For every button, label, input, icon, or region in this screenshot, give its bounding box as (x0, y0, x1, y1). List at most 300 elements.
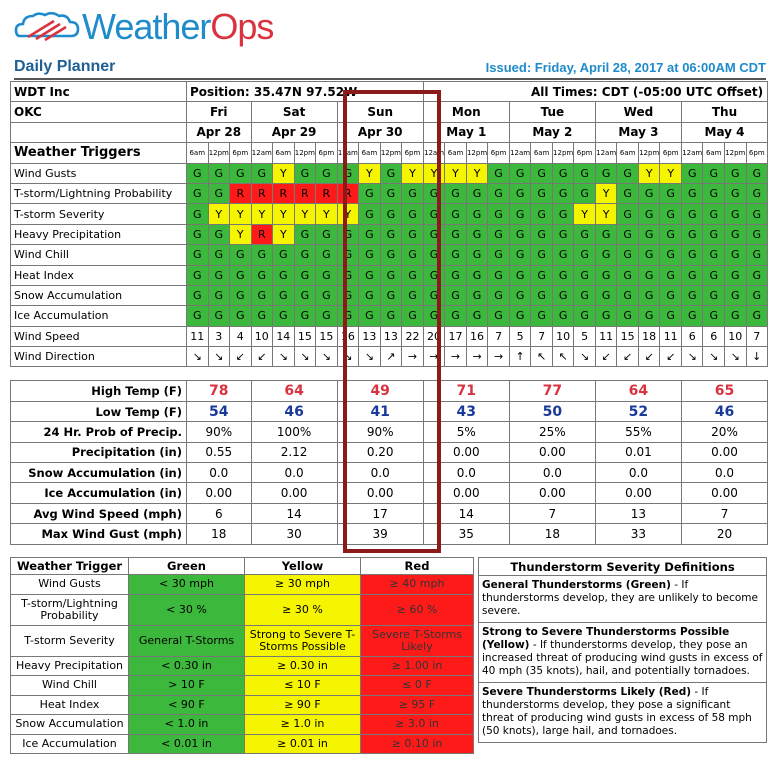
trigger-cell: G (208, 265, 230, 285)
legend-trigger-name: Heat Index (11, 695, 129, 715)
wind-speed-label: Wind Speed (11, 326, 187, 346)
severity-text: - If thunderstorms develop, they pose an increased threat of producing wind gusts in excess of 40 mph (35 knots), hail, and potentially tornadoes. (482, 639, 763, 677)
wind-speed-cell: 11 (595, 326, 617, 346)
summary-value: 0.55 (187, 442, 252, 462)
wind-direction-arrow-icon: ↘ (187, 347, 209, 367)
trigger-cell: G (208, 245, 230, 265)
trigger-cell: G (359, 265, 381, 285)
trigger-cell: G (187, 245, 209, 265)
trigger-cell: G (660, 285, 682, 305)
trigger-cell: G (230, 306, 252, 326)
time-label: 6am (445, 143, 467, 163)
trigger-cell: G (574, 285, 596, 305)
summary-value: 0.20 (337, 442, 423, 462)
trigger-row (11, 245, 768, 265)
wind-direction-arrow-icon: ↘ (208, 347, 230, 367)
trigger-cell: G (445, 285, 467, 305)
legend-header: Red (361, 558, 474, 575)
trigger-cell: G (251, 265, 273, 285)
wind-speed-cell: 6 (681, 326, 703, 346)
time-label: 6pm (746, 143, 768, 163)
day-name: Sun (337, 102, 423, 122)
wind-speed-cell: 7 (746, 326, 768, 346)
trigger-cell: G (531, 285, 553, 305)
trigger-cell: G (316, 265, 338, 285)
wind-direction-arrow-icon: ↙ (230, 347, 252, 367)
time-label: 12pm (552, 143, 574, 163)
trigger-cell: R (251, 224, 273, 244)
summary-row (11, 422, 768, 442)
legend-red: Severe T-Storms Likely (361, 625, 474, 656)
triggers-heading: Weather Triggers (11, 143, 187, 163)
trigger-cell: G (316, 245, 338, 265)
trigger-cell: G (337, 265, 359, 285)
summary-value: 50 (509, 401, 595, 421)
severity-name: Severe Thunderstorms Likely (Red) (482, 686, 692, 698)
trigger-cell: G (402, 204, 424, 224)
time-label: 6am (273, 143, 295, 163)
legend-header-row (11, 558, 474, 575)
wind-direction-arrow-icon: → (445, 347, 467, 367)
trigger-cell: G (617, 204, 639, 224)
trigger-cell: G (574, 163, 596, 183)
summary-value: 0.00 (681, 442, 767, 462)
time-label: 12pm (208, 143, 230, 163)
summary-label: Snow Accumulation (in) (11, 463, 187, 483)
summary-row (11, 463, 768, 483)
summary-label: Low Temp (F) (11, 401, 187, 421)
trigger-cell: G (724, 224, 746, 244)
trigger-cell: G (617, 163, 639, 183)
summary-row (11, 503, 768, 523)
wind-speed-cell: 3 (208, 326, 230, 346)
summary-row (11, 442, 768, 462)
trigger-cell: G (638, 245, 660, 265)
summary-value: 2.12 (251, 442, 337, 462)
summary-value: 0.00 (337, 483, 423, 503)
wind-speed-cell: 7 (488, 326, 510, 346)
summary-value: 65 (681, 381, 767, 401)
legend-header: Green (129, 558, 245, 575)
trigger-cell: G (380, 224, 402, 244)
trigger-cell: Y (273, 204, 295, 224)
wind-speed-cell: 18 (638, 326, 660, 346)
trigger-cell: G (595, 163, 617, 183)
legend-green: < 30 % (129, 594, 245, 625)
summary-value: 0.00 (509, 483, 595, 503)
time-label: 6pm (316, 143, 338, 163)
legend-yellow: ≥ 1.0 in (245, 715, 361, 735)
trigger-cell: G (746, 204, 768, 224)
trigger-cell: G (187, 285, 209, 305)
trigger-cell: G (552, 183, 574, 203)
time-label: 6am (703, 143, 725, 163)
summary-value: 17 (337, 503, 423, 523)
trigger-cell: G (746, 285, 768, 305)
summary-value: 90% (187, 422, 252, 442)
position-cell: Position: 35.47N 97.52W (187, 82, 424, 102)
summary-value: 35 (423, 524, 509, 544)
trigger-cell: G (273, 306, 295, 326)
legend-red: ≥ 95 F (361, 695, 474, 715)
legend-red: ≥ 40 mph (361, 575, 474, 595)
trigger-cell: G (337, 285, 359, 305)
trigger-cell: G (251, 245, 273, 265)
summary-value: 33 (595, 524, 681, 544)
trigger-cell: G (488, 224, 510, 244)
legend-header: Yellow (245, 558, 361, 575)
summary-value: 14 (251, 503, 337, 523)
trigger-cell: G (359, 245, 381, 265)
legend-green: < 0.01 in (129, 734, 245, 754)
trigger-cell: G (359, 285, 381, 305)
trigger-cell: Y (402, 163, 424, 183)
trigger-cell: Y (574, 204, 596, 224)
summary-row (11, 381, 768, 401)
wind-speed-cell: 15 (294, 326, 316, 346)
wind-speed-cell: 4 (230, 326, 252, 346)
summary-value: 6 (187, 503, 252, 523)
legend-table (10, 557, 474, 754)
trigger-cell: G (660, 265, 682, 285)
day-name: Tue (509, 102, 595, 122)
wind-direction-arrow-icon: ↘ (316, 347, 338, 367)
trigger-cell: G (380, 183, 402, 203)
time-label: 12am (423, 143, 445, 163)
severity-item (479, 576, 766, 623)
trigger-cell: G (316, 224, 338, 244)
info-row (11, 82, 768, 102)
trigger-cell: G (208, 163, 230, 183)
trigger-row (11, 265, 768, 285)
trigger-cell: G (445, 224, 467, 244)
legend-row (11, 734, 474, 754)
summary-value: 0.0 (337, 463, 423, 483)
trigger-cell: G (574, 306, 596, 326)
trigger-cell: G (531, 265, 553, 285)
trigger-cell: G (251, 285, 273, 305)
summary-value: 0.00 (251, 483, 337, 503)
trigger-cell: R (273, 183, 295, 203)
trigger-cell: G (423, 245, 445, 265)
trigger-cell: G (638, 285, 660, 305)
trigger-cell: G (703, 163, 725, 183)
wind-speed-cell: 6 (703, 326, 725, 346)
trigger-cell: G (531, 163, 553, 183)
summary-value: 0.00 (423, 483, 509, 503)
wind-direction-arrow-icon: ↘ (681, 347, 703, 367)
trigger-cell: R (230, 183, 252, 203)
time-label: 12am (251, 143, 273, 163)
summary-value: 0.0 (509, 463, 595, 483)
wind-direction-arrow-icon: ↗ (380, 347, 402, 367)
wind-speed-cell: 16 (466, 326, 488, 346)
trigger-cell: G (552, 204, 574, 224)
trigger-cell: Y (316, 204, 338, 224)
wind-direction-label: Wind Direction (11, 347, 187, 367)
trigger-cell: G (638, 204, 660, 224)
summary-value: 0.0 (251, 463, 337, 483)
trigger-cell: G (574, 265, 596, 285)
trigger-cell: G (488, 245, 510, 265)
trigger-cell: G (617, 245, 639, 265)
trigger-cell: G (681, 163, 703, 183)
trigger-cell: G (552, 163, 574, 183)
trigger-row (11, 285, 768, 305)
trigger-cell: G (423, 265, 445, 285)
trigger-cell: Y (273, 163, 295, 183)
wind-direction-arrow-icon: ↙ (251, 347, 273, 367)
day-date: May 2 (509, 122, 595, 142)
day-date: May 4 (681, 122, 767, 142)
summary-value: 78 (187, 381, 252, 401)
legend-trigger-name: T-storm/Lightning Probability (11, 594, 129, 625)
summary-value: 0.00 (187, 483, 252, 503)
trigger-row (11, 163, 768, 183)
legend-green: < 1.0 in (129, 715, 245, 735)
summary-value: 39 (337, 524, 423, 544)
trigger-cell: Y (423, 163, 445, 183)
wind-direction-row (11, 347, 768, 367)
trigger-cell: G (208, 183, 230, 203)
trigger-cell: G (445, 204, 467, 224)
trigger-cell: G (681, 265, 703, 285)
day-date: Apr 30 (337, 122, 423, 142)
trigger-cell: G (445, 183, 467, 203)
time-label: 12pm (294, 143, 316, 163)
wind-direction-arrow-icon: → (488, 347, 510, 367)
trigger-cell: G (595, 224, 617, 244)
summary-value: 0.01 (595, 442, 681, 462)
summary-value: 0.0 (681, 463, 767, 483)
summary-label: High Temp (F) (11, 381, 187, 401)
legend-yellow: ≥ 0.01 in (245, 734, 361, 754)
summary-value: 52 (595, 401, 681, 421)
trigger-cell: R (294, 183, 316, 203)
trigger-cell: G (402, 183, 424, 203)
summary-value: 18 (187, 524, 252, 544)
wind-speed-cell: 13 (359, 326, 381, 346)
day-names-row (11, 102, 768, 122)
trigger-cell: G (294, 265, 316, 285)
wind-speed-cell: 7 (531, 326, 553, 346)
wind-speed-row (11, 326, 768, 346)
time-label: 6pm (230, 143, 252, 163)
trigger-cell: G (660, 204, 682, 224)
trigger-cell: G (359, 224, 381, 244)
summary-value: 20 (681, 524, 767, 544)
trigger-cell: G (531, 245, 553, 265)
trigger-cell: G (230, 163, 252, 183)
trigger-cell: G (531, 224, 553, 244)
trigger-cell: G (251, 163, 273, 183)
trigger-cell: G (703, 224, 725, 244)
trigger-cell: G (703, 245, 725, 265)
summary-label: Max Wind Gust (mph) (11, 524, 187, 544)
trigger-cell: G (660, 306, 682, 326)
trigger-name: Ice Accumulation (11, 306, 187, 326)
day-name: Wed (595, 102, 681, 122)
summary-value: 54 (187, 401, 252, 421)
trigger-cell: Y (595, 183, 617, 203)
day-name: Fri (187, 102, 252, 122)
trigger-cell: G (552, 224, 574, 244)
wind-direction-arrow-icon: ↑ (509, 347, 531, 367)
legend-trigger-name: Ice Accumulation (11, 734, 129, 754)
legend-green: > 10 F (129, 676, 245, 696)
trigger-cell: G (617, 265, 639, 285)
trigger-cell: G (187, 265, 209, 285)
summary-value: 0.00 (681, 483, 767, 503)
summary-value: 30 (251, 524, 337, 544)
trigger-cell: G (294, 224, 316, 244)
trigger-cell: G (703, 285, 725, 305)
company-cell: WDT Inc (11, 82, 187, 102)
trigger-cell: G (380, 265, 402, 285)
trigger-cell: G (703, 265, 725, 285)
day-date: May 1 (423, 122, 509, 142)
legend-row (11, 625, 474, 656)
summary-value: 5% (423, 422, 509, 442)
trigger-cell: G (531, 183, 553, 203)
summary-value: 0.0 (187, 463, 252, 483)
trigger-cell: G (746, 245, 768, 265)
trigger-cell: G (509, 285, 531, 305)
legend-yellow: ≥ 30 mph (245, 575, 361, 595)
wind-direction-arrow-icon: ↘ (273, 347, 295, 367)
trigger-cell: Y (208, 204, 230, 224)
wind-speed-cell: 15 (316, 326, 338, 346)
summary-value: 13 (595, 503, 681, 523)
trigger-cell: G (380, 306, 402, 326)
trigger-cell: Y (359, 163, 381, 183)
severity-item (479, 683, 766, 742)
trigger-cell: G (660, 183, 682, 203)
trigger-cell: G (359, 306, 381, 326)
trigger-cell: G (724, 306, 746, 326)
severity-item (479, 623, 766, 683)
trigger-cell: G (509, 224, 531, 244)
time-label: 12am (509, 143, 531, 163)
wind-speed-cell: 10 (251, 326, 273, 346)
time-label: 6pm (660, 143, 682, 163)
summary-value: 0.00 (423, 442, 509, 462)
trigger-cell: G (423, 224, 445, 244)
trigger-cell: G (638, 183, 660, 203)
day-date: May 3 (595, 122, 681, 142)
wind-speed-cell: 16 (337, 326, 359, 346)
wind-speed-cell: 11 (187, 326, 209, 346)
trigger-cell: G (724, 245, 746, 265)
trigger-cell: G (466, 285, 488, 305)
legend-row (11, 676, 474, 696)
time-label: 12pm (466, 143, 488, 163)
trigger-cell: G (423, 306, 445, 326)
legend-trigger-name: Wind Gusts (11, 575, 129, 595)
wind-direction-arrow-icon: ↘ (703, 347, 725, 367)
trigger-cell: G (509, 183, 531, 203)
trigger-cell: G (423, 183, 445, 203)
summary-row (11, 483, 768, 503)
trigger-row (11, 224, 768, 244)
wind-direction-arrow-icon: ↖ (531, 347, 553, 367)
wind-speed-cell: 13 (380, 326, 402, 346)
trigger-name: Heat Index (11, 265, 187, 285)
trigger-cell: G (402, 224, 424, 244)
legend-row (11, 594, 474, 625)
trigger-cell: G (187, 163, 209, 183)
title-bar (14, 56, 766, 80)
logo-text: WeatherOps (82, 6, 274, 47)
trigger-cell: G (187, 224, 209, 244)
trigger-cell: G (509, 245, 531, 265)
trigger-cell: Y (638, 163, 660, 183)
trigger-cell: G (208, 224, 230, 244)
spacer (11, 367, 768, 381)
trigger-cell: G (466, 306, 488, 326)
legend-red: ≥ 0.10 in (361, 734, 474, 754)
cloud-logo-icon (14, 8, 84, 46)
legend-row (11, 695, 474, 715)
legend-green: < 90 F (129, 695, 245, 715)
trigger-cell: G (273, 245, 295, 265)
wind-direction-arrow-icon: ↘ (359, 347, 381, 367)
trigger-cell: G (337, 163, 359, 183)
legend-trigger-name: T-storm Severity (11, 625, 129, 656)
trigger-cell: G (466, 183, 488, 203)
trigger-cell: R (337, 183, 359, 203)
wind-speed-cell: 20 (423, 326, 445, 346)
trigger-cell: G (638, 306, 660, 326)
trigger-cell: G (316, 306, 338, 326)
trigger-cell: G (337, 245, 359, 265)
summary-row (11, 401, 768, 421)
day-name: Thu (681, 102, 767, 122)
trigger-name: Wind Chill (11, 245, 187, 265)
day-dates-row (11, 122, 768, 142)
trigger-cell: G (294, 285, 316, 305)
trigger-cell: G (574, 224, 596, 244)
trigger-cell: G (746, 306, 768, 326)
legend-red: ≤ 0 F (361, 676, 474, 696)
trigger-cell: G (617, 306, 639, 326)
time-label: 6pm (488, 143, 510, 163)
trigger-cell: Y (273, 224, 295, 244)
trigger-cell: G (681, 306, 703, 326)
wind-direction-arrow-icon: ↘ (337, 347, 359, 367)
wind-direction-arrow-icon: ↙ (595, 347, 617, 367)
legend-yellow: ≥ 30 % (245, 594, 361, 625)
legend-trigger-name: Heavy Precipitation (11, 656, 129, 676)
trigger-cell: G (531, 306, 553, 326)
trigger-cell: G (208, 285, 230, 305)
trigger-cell: G (466, 204, 488, 224)
wind-direction-arrow-icon: → (466, 347, 488, 367)
legend-red: ≥ 3.0 in (361, 715, 474, 735)
trigger-cell: G (488, 265, 510, 285)
summary-value: 43 (423, 401, 509, 421)
trigger-cell: G (531, 204, 553, 224)
trigger-cell: G (380, 163, 402, 183)
trigger-cell: G (724, 163, 746, 183)
trigger-cell: Y (294, 204, 316, 224)
trigger-cell: G (488, 183, 510, 203)
wind-speed-cell: 5 (509, 326, 531, 346)
trigger-cell: G (681, 245, 703, 265)
trigger-row (11, 183, 768, 203)
time-label: 6pm (402, 143, 424, 163)
legend-yellow: ≥ 0.30 in (245, 656, 361, 676)
